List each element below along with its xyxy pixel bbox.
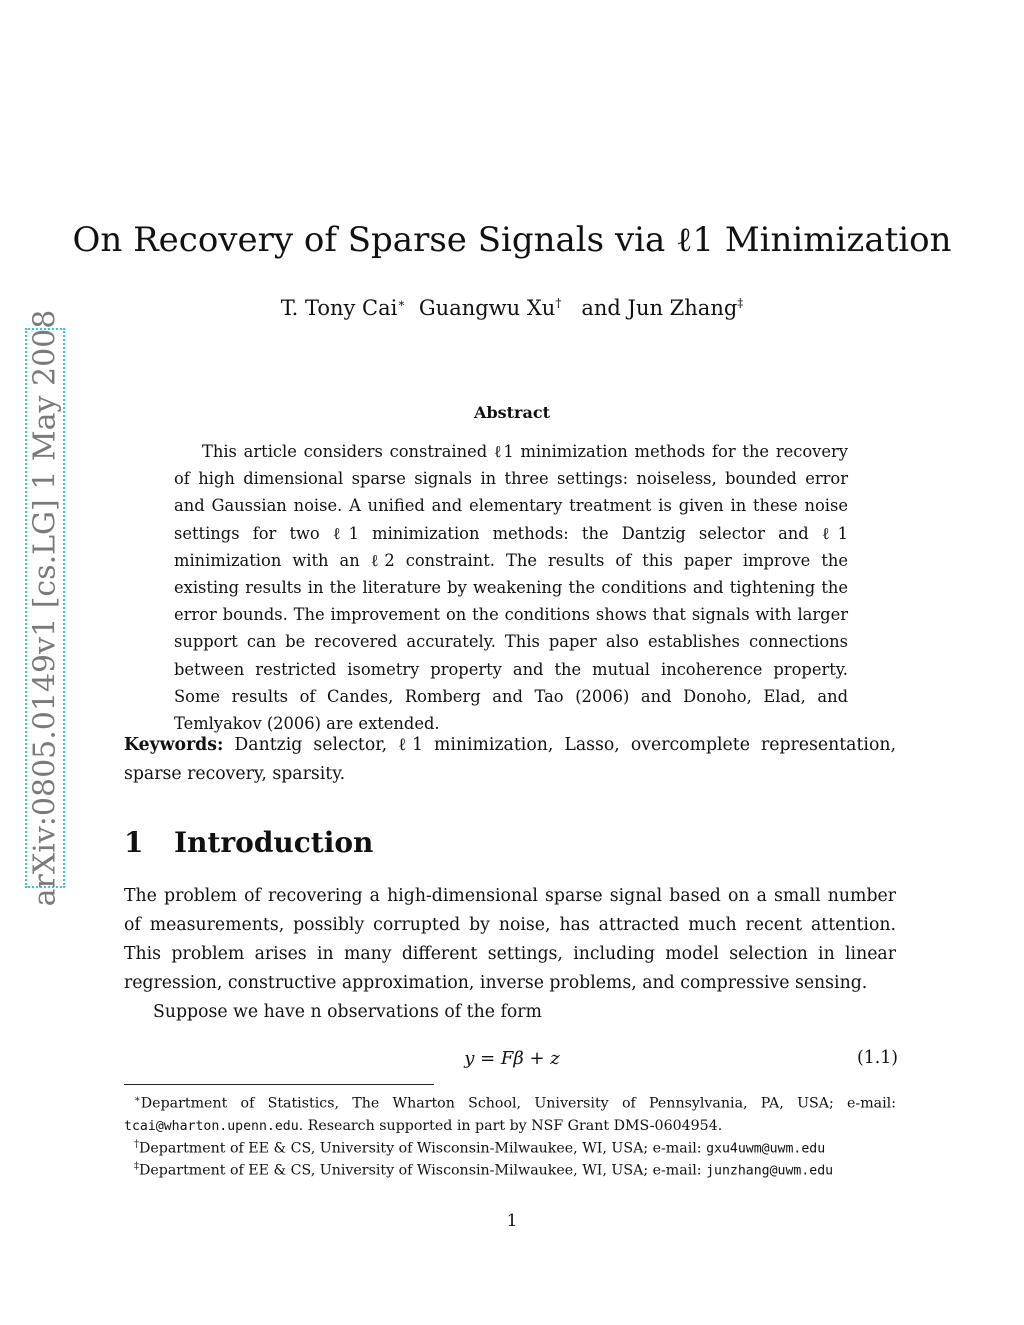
- abstract-heading: Abstract: [474, 403, 550, 422]
- keywords: [124, 731, 896, 789]
- section-number: 1: [124, 826, 144, 859]
- footnote-2-mark: †: [134, 1139, 139, 1150]
- page-number: 1: [506, 1211, 518, 1231]
- author-xu: Guangwu Xu: [418, 296, 556, 320]
- intro-paragraph-2: Suppose we have n observations of the form: [153, 1002, 542, 1022]
- footnote-divider: [124, 1084, 434, 1085]
- footnote-3-text: Department of EE & CS, University of Wisconsin-Milwaukee, WI, USA; e-mail:: [139, 1162, 702, 1179]
- footnote-mark: ∗: [397, 296, 406, 310]
- email-xu[interactable]: gxu4uwm@uwm.edu: [706, 1141, 826, 1157]
- author-cai: T. Tony Cai: [280, 296, 398, 320]
- abstract-text: This article considers constrained ℓ1 minimization methods for the recovery of high dimensional sparse signals in three settings: noiseless, bounded error and Gaussian noise. A unified and elementary treatment is given in these noise settings for two ℓ1 minimization methods: the Dantzig selector and ℓ1 minimization with an ℓ2 constraint. The results of this paper improve the existing results in the literature by weakening the conditions and tightening the error bounds. The improvement on the conditions shows that signals with larger support can be recovered accurately. This paper also establishes connections between restricted isometry property and the mutual incoherence property. Some results of Candes, Romberg and Tao (2006) and Donoho, Elad, and Temlyakov (2006) are extended.: [174, 442, 848, 734]
- footnote-3: [124, 1156, 896, 1183]
- author-line: [0, 296, 1024, 320]
- footnote-1-mark: ∗: [134, 1094, 141, 1105]
- email-zhang[interactable]: junzhang@uwm.edu: [706, 1163, 834, 1179]
- paper-title: On Recovery of Sparse Signals via ℓ1 Minimization: [72, 220, 952, 260]
- footnote-1: [124, 1089, 896, 1138]
- footnote-1-text: Department of Statistics, The Wharton School, University of Pennsylvania, PA, USA; e-mail:: [140, 1095, 896, 1112]
- section-title: Introduction: [174, 826, 374, 859]
- email-cai[interactable]: tcai@wharton.upenn.edu: [124, 1118, 299, 1134]
- equation-number: (1.1): [857, 1048, 898, 1068]
- arxiv-identifier: arXiv:0805.0149v1 [cs.LG] 1 May 2008: [27, 309, 63, 907]
- section-heading: [124, 826, 373, 859]
- keywords-label: Keywords:: [124, 735, 224, 755]
- footnote-mark: ‡: [737, 296, 744, 310]
- footnote-mark: †: [555, 296, 562, 310]
- footnote-1-tail: . Research supported in part by NSF Grant DMS-0604954.: [298, 1117, 723, 1134]
- keywords-text: Dantzig selector, ℓ1 minimization, Lasso, overcomplete representation, sparse recovery, sparsity.: [124, 735, 896, 784]
- footnote-3-mark: ‡: [134, 1161, 139, 1172]
- intro-paragraph: The problem of recovering a high-dimensional sparse signal based on a small number of measurements, possibly corrupted by noise, has attracted much recent attention. This problem arises in many different settings, including model selection in linear regression, constructive approximation, inverse problems, and compressive sensing.: [124, 886, 896, 993]
- author-zhang: and Jun Zhang: [581, 296, 738, 320]
- equation-1-1: y = Fβ + z: [464, 1048, 560, 1069]
- footnote-2-text: Department of EE & CS, University of Wisconsin-Milwaukee, WI, USA; e-mail:: [139, 1140, 702, 1157]
